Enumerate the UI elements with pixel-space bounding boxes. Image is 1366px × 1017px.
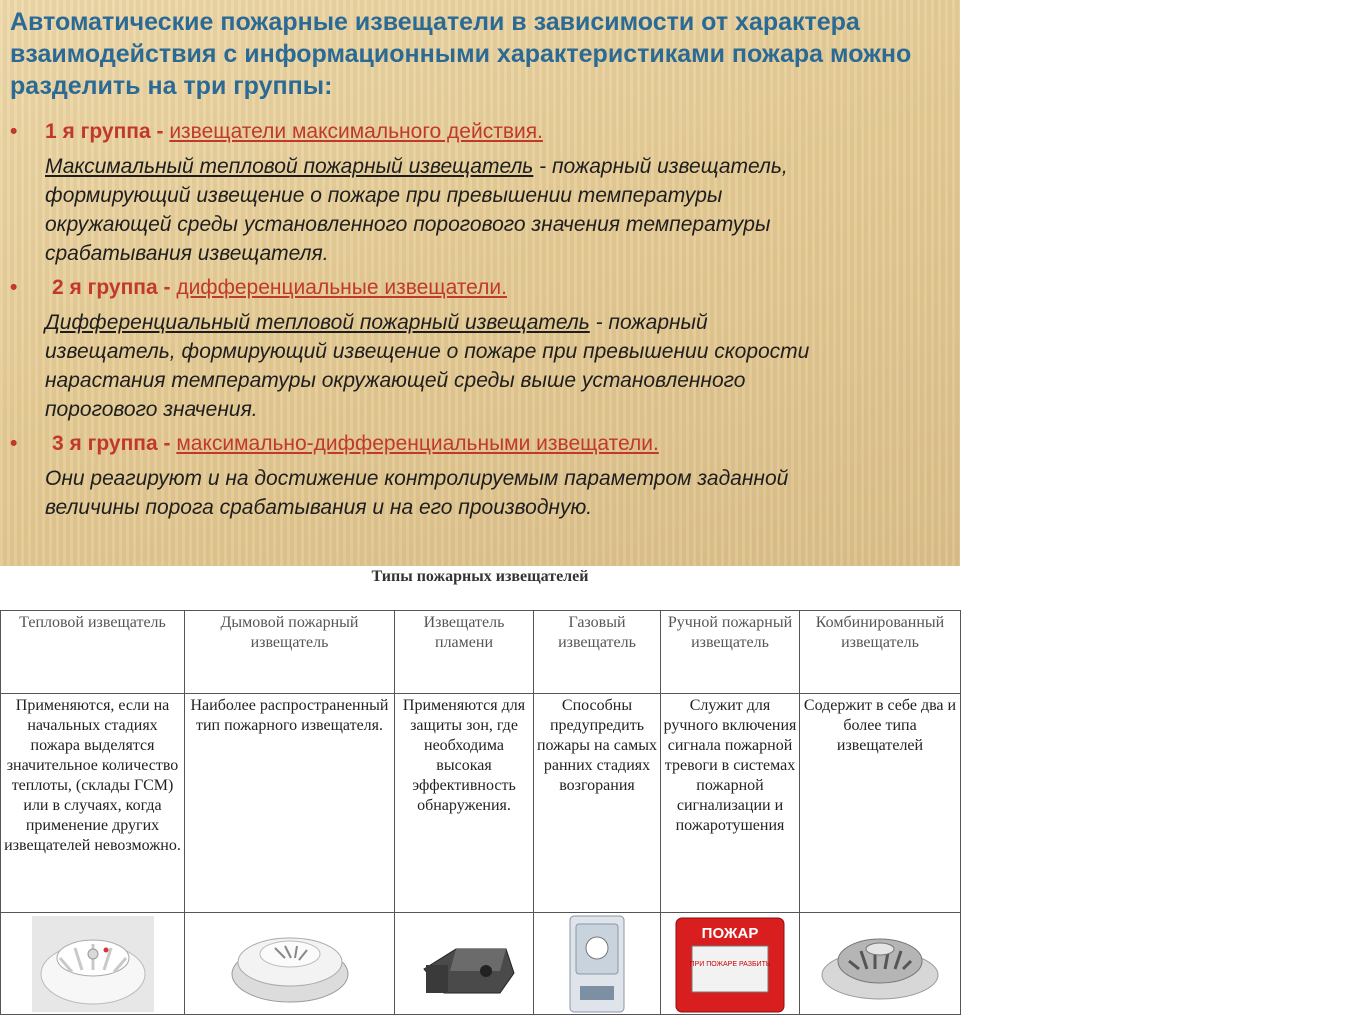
bullet: • [10, 276, 18, 299]
column-header: Комбинированный извещатель [800, 611, 961, 694]
call-point-sublabel: ПРИ ПОЖАРЕ РАЗБИТЬ [689, 960, 771, 968]
table-cell: Служит для ручного включения сигнала пожарной тревоги в системах пожарной сигнализации и пожаротушения [661, 694, 800, 913]
column-header: Дымовой пожарный извещатель [185, 611, 395, 694]
group-description [45, 152, 835, 268]
smoke-detector-image [185, 913, 395, 1015]
group-desc-text: - пожарный извещатель, формирующий извещение о пожаре при превышении скорости нарастания температуры окружающей среды выше установленного порогового значения. [45, 311, 810, 421]
table-description-row [1, 694, 961, 913]
group-desc-text: - пожарный извещатель, формирующий извещение о пожаре при превышении температуры окружающей среды установленного порогового значения температуры срабатывания извещателя. [45, 155, 788, 265]
manual-call-point-image [661, 913, 800, 1015]
table-cell: Применяются, если на начальных стадиях пожара выделятся значительное количество теплоты, (склады ГСМ) или в случаях, когда применение других извещателей невозможно. [1, 694, 185, 913]
flame-detector-image [395, 913, 534, 1015]
group-dash: - [163, 276, 171, 299]
group-description [45, 464, 835, 522]
group-number: 2 я группа [52, 276, 158, 299]
gas-detector-image [534, 913, 661, 1015]
table-cell: Содержит в себе два и более типа извещателей [800, 694, 961, 913]
group-heading [52, 430, 659, 458]
table-image-row [1, 913, 961, 1015]
group-name: дифференциальные извещатели. [176, 276, 507, 299]
group-dash: - [163, 432, 171, 455]
column-header: Ручной пожарный извещатель [661, 611, 800, 694]
group-term: Максимальный тепловой пожарный извещатель [45, 155, 534, 178]
heat-detector-image [1, 913, 185, 1015]
bullet: • [10, 432, 18, 455]
slide-panel [0, 0, 960, 566]
table-cell: Наиболее распространенный тип пожарного извещателя. [185, 694, 395, 913]
detector-types-table [0, 610, 961, 1015]
column-header: Газовый извещатель [534, 611, 661, 694]
combined-detector-image [800, 913, 961, 1015]
column-header: Тепловой извещатель [1, 611, 185, 694]
bullet: • [10, 120, 18, 143]
group-description [45, 308, 835, 424]
group-name: извещатели максимального действия. [169, 120, 543, 143]
group-number: 3 я группа [52, 432, 158, 455]
group-name: максимально-дифференциальными извещатели. [176, 432, 659, 455]
call-point-label: ПОЖАР [701, 924, 759, 942]
slide-title: Автоматические пожарные извещатели в зависимости от характера взаимодействия с информационными характеристиками пожара можно разделить на три группы: [10, 8, 912, 100]
group-heading [52, 274, 507, 302]
group-term: Дифференциальный тепловой пожарный извещатель [45, 311, 590, 334]
group-heading [45, 118, 543, 146]
column-header: Извещатель пламени [395, 611, 534, 694]
detector-types-table-section [0, 566, 960, 1017]
table-cell: Способны предупредить пожары на самых ранних стадиях возгорания [534, 694, 661, 913]
table-cell: Применяются для защиты зон, где необходима высокая эффективность обнаружения. [395, 694, 534, 913]
table-header-row [1, 611, 961, 694]
group-dash: - [156, 120, 164, 143]
group-desc-text: Они реагируют и на достижение контролируемым параметром заданной величины порога срабатывания и на его производную. [45, 467, 789, 519]
group-number: 1 я группа [45, 120, 151, 143]
table-title: Типы пожарных извещателей [371, 568, 589, 585]
